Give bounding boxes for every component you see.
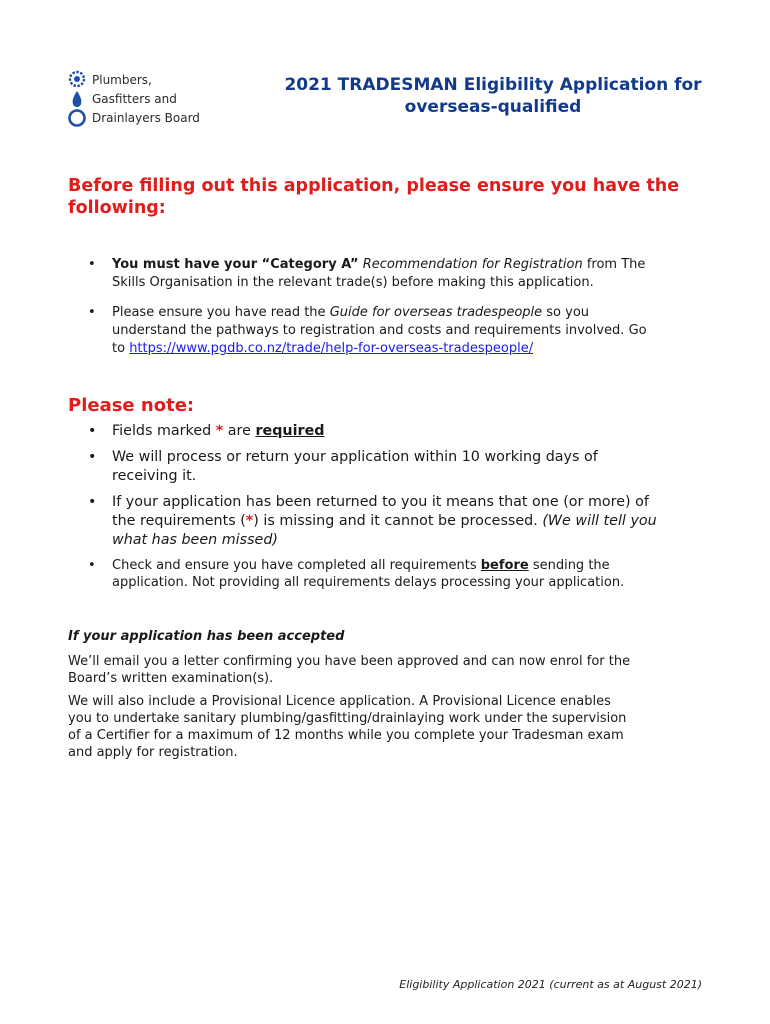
list-item-text: are — [223, 423, 256, 439]
list-item-text: Check and ensure you have completed all requirements — [112, 558, 481, 573]
list-item-bold: You must have your “Category A” — [112, 257, 359, 272]
accepted-paragraph-2 — [68, 693, 708, 761]
list-item-text: to — [112, 341, 130, 356]
list-item-line — [112, 512, 718, 531]
logo-line-3: Drainlayers Board — [92, 111, 200, 125]
list-item — [68, 422, 718, 441]
list-item-line — [112, 340, 708, 358]
list-item-line — [112, 531, 718, 550]
page-title-line-1: 2021 TRADESMAN Eligibility Application for — [284, 75, 702, 95]
list-item-line: If your application has been returned to you it means that one (or more) of — [112, 494, 649, 510]
guide-link[interactable]: https://www.pgdb.co.nz/trade/help-for-overseas-tradespeople/ — [129, 341, 534, 356]
list-item-line — [112, 557, 718, 574]
list-item-line: receiving it. — [112, 468, 197, 484]
list-item-line — [112, 304, 708, 322]
required-word: required — [255, 423, 325, 439]
before-heading-line-2: following: — [68, 198, 166, 218]
board-logo — [67, 70, 207, 128]
before-word: before — [480, 558, 529, 573]
list-item-line: understand the pathways to registration and costs and requirements involved. Go — [112, 323, 647, 338]
paragraph-line: you to undertake sanitary plumbing/gasfitting/drainlaying work under the supervision — [68, 711, 627, 726]
list-item-text: sending the — [528, 558, 610, 573]
logo-line-1: Plumbers, — [92, 73, 152, 87]
bullet-icon: • — [88, 305, 96, 320]
paragraph-line: Board’s written examination(s). — [68, 671, 274, 686]
bullet-icon: • — [88, 494, 97, 510]
board-logo-icon — [67, 70, 89, 128]
before-list — [68, 256, 708, 370]
bullet-icon: • — [88, 423, 97, 439]
required-star: * — [215, 423, 224, 439]
list-item-line: Skills Organisation in the relevant trade(s) before making this application. — [112, 275, 594, 290]
paragraph-line: of a Certifier for a maximum of 12 months while you complete your Tradesman exam — [68, 728, 624, 743]
list-item — [68, 448, 718, 486]
list-item-italic: what has been missed) — [112, 532, 278, 548]
list-item-line: We will process or return your application within 10 working days of — [112, 449, 598, 465]
bullet-icon: • — [88, 449, 97, 465]
note-heading: Please note: — [68, 395, 195, 416]
list-item-italic: Recommendation for Registration — [362, 257, 583, 272]
page-footer: Eligibility Application 2021 (current as at August 2021) — [399, 978, 702, 991]
before-heading-line-1: Before filling out this application, please ensure you have the — [68, 176, 680, 196]
page-title-line-2: overseas-qualified — [404, 97, 582, 117]
board-logo-text — [92, 71, 200, 128]
required-star: * — [245, 513, 254, 529]
list-item-line: application. Not providing all requirements delays processing your application. — [112, 575, 625, 590]
list-item-text: so you — [542, 305, 590, 320]
accepted-heading: If your application has been accepted — [68, 629, 345, 644]
list-item-text: Please ensure you have read the — [112, 305, 330, 320]
list-item-italic: (We will tell you — [542, 513, 657, 529]
list-item — [68, 304, 708, 358]
paragraph-line: We’ll email you a letter confirming you have been approved and can now enrol for the — [68, 654, 631, 669]
list-item-line — [112, 256, 708, 274]
list-item-italic: Guide for overseas tradespeople — [329, 305, 543, 320]
bullet-icon: • — [88, 558, 96, 573]
list-item-text: from The — [582, 257, 646, 272]
accepted-paragraph-1 — [68, 653, 708, 687]
list-item-text: the requirements ( — [112, 513, 246, 529]
before-heading — [68, 175, 708, 219]
page-title — [268, 74, 718, 118]
accepted-section — [68, 628, 708, 767]
note-list — [68, 422, 718, 598]
paragraph-line: and apply for registration. — [68, 745, 238, 760]
list-item — [68, 557, 718, 591]
list-item-text: ) is missing and it cannot be processed. — [253, 513, 543, 529]
logo-line-2: Gasfitters and — [92, 92, 177, 106]
list-item — [68, 493, 718, 550]
list-item-text: Fields marked — [112, 423, 216, 439]
list-item — [68, 256, 708, 292]
bullet-icon: • — [88, 257, 96, 272]
paragraph-line: We will also include a Provisional Licence application. A Provisional Licence enables — [68, 694, 611, 709]
